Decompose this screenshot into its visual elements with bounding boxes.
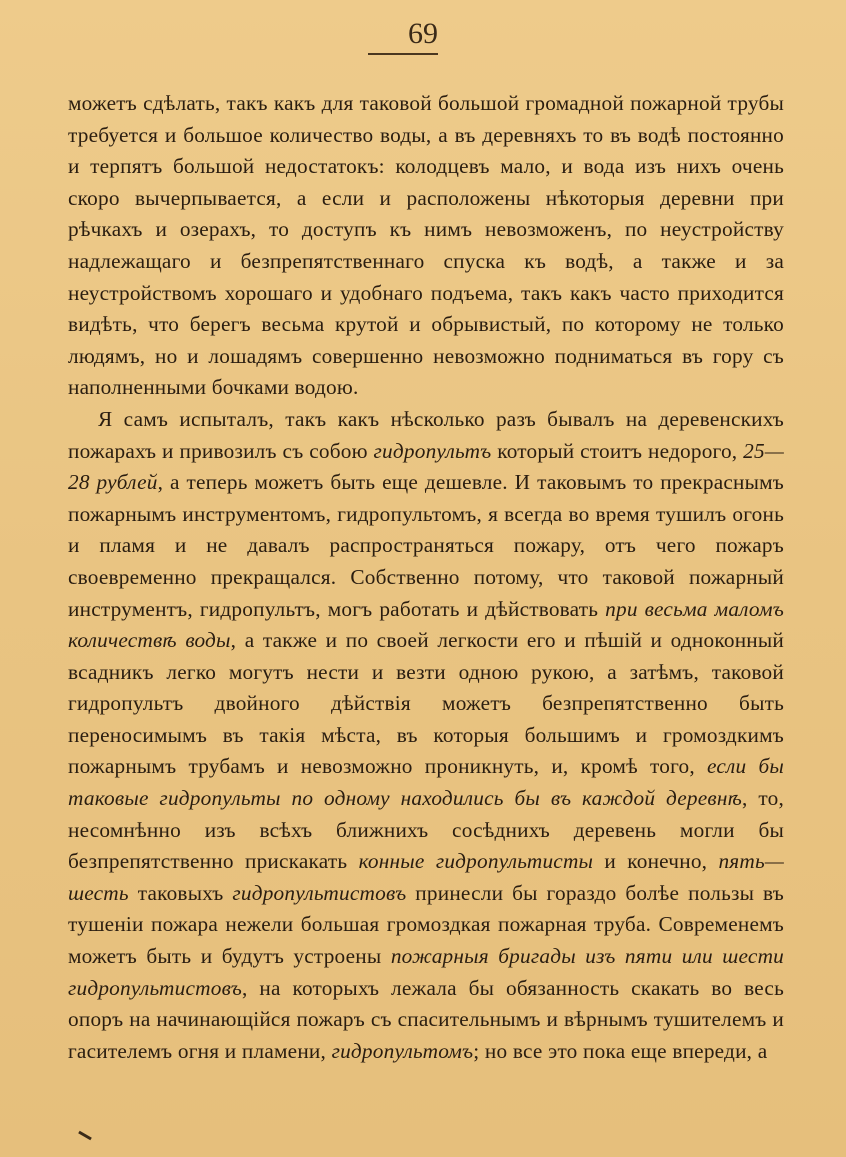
italic-phrase: если бы таковые гидропульты по одному находились бы въ каждой деревнѣ — [68, 754, 784, 811]
paragraph — [68, 88, 784, 404]
italic-phrase: пять—шесть — [68, 849, 785, 905]
italic-phrase: пожарныя бригады изъ пяти или шести гидропультистовъ — [68, 944, 784, 1000]
text-run: таковыхъ — [128, 880, 233, 905]
header-rule — [368, 53, 438, 55]
text-run: , то, несомнѣнно изъ всѣхъ ближнихъ сосѣднихъ деревень могли бы безпрепятственно прискакать — [68, 786, 784, 874]
italic-phrase: конные гидропультисты — [358, 849, 594, 874]
text-run: который стоитъ недорого, — [491, 438, 744, 463]
body-text — [68, 88, 784, 1067]
italic-phrase: 25—28 рублей — [68, 438, 784, 495]
italic-phrase: при весьма маломъ количествѣ воды — [68, 596, 784, 653]
italic-phrase: гидропультистовъ — [232, 880, 407, 905]
text-run: можетъ сдѣлать, такъ какъ для таковой большой громадной пожарной трубы требуется и большое количество воды, а въ деревняхъ то въ водѣ постоянно и терпятъ большой недостатокъ: колодцевъ мало, и вода изъ нихъ очень скоро вычерпывается, а если и расположены нѣкоторыя деревни при рѣчкахъ и озерахъ, то доступъ къ нимъ невозможенъ, по неустройству надлежащаго и безпрепятственнаго спуска къ водѣ, а также и за неустройствомъ хорошаго и удобнаго подъема, такъ какъ часто приходится видѣть, что берегъ весьма крутой и обрывистый, по которому не только людямъ, но и лошадямъ совершенно невозможно подниматься въ гору съ наполненными бочками водою. — [68, 91, 784, 400]
text-run: Я самъ испыталъ, такъ какъ нѣсколько разъ бывалъ на деревенскихъ пожарахъ и привозилъ съ собою — [68, 406, 784, 463]
italic-phrase: гидропультъ — [373, 438, 492, 463]
text-run: принесли бы гораздо болѣе пользы въ тушеніи пожара нежели большая громоздкая пожарная труба. Современемъ можетъ быть и будутъ устроены — [68, 880, 784, 969]
page-number: 69 — [408, 17, 438, 50]
text-run: , на которыхъ лежала бы обязанность скакать во весь опоръ на начинающійся пожаръ съ спасительнымъ и вѣрнымъ тушителемъ и гасителемъ огня и пламени, — [68, 975, 784, 1063]
text-run: ; но все это пока еще впереди, а — [473, 1038, 768, 1063]
text-run: и конечно, — [593, 849, 719, 874]
italic-phrase: гидропультомъ — [331, 1038, 474, 1063]
text-run: , а также и по своей легкости его и пѣшій и одноконный всадникъ легко могутъ нести и везти одною рукою, а затѣмъ, таковой гидропультъ двойного дѣйствія можетъ безпрепятственно быть переносимымъ въ такія мѣста, въ которыя большимъ и громоздкимъ пожарнымъ трубамъ и невозможно проникнуть, и, кромѣ того, — [68, 628, 784, 779]
paragraph — [68, 404, 784, 1067]
ink-speck — [78, 1131, 92, 1141]
text-run: , а теперь можетъ быть еще дешевле. И таковымъ то прекраснымъ пожарнымъ инструментомъ, гидропультомъ, я всегда во время тушилъ огонь и пламя и не давалъ распространяться пожару, отъ чего пожаръ своевременно прекращался. Собственно потому, что таковой пожарный инструментъ, гидропультъ, могъ работать и дѣйствовать — [68, 470, 784, 621]
